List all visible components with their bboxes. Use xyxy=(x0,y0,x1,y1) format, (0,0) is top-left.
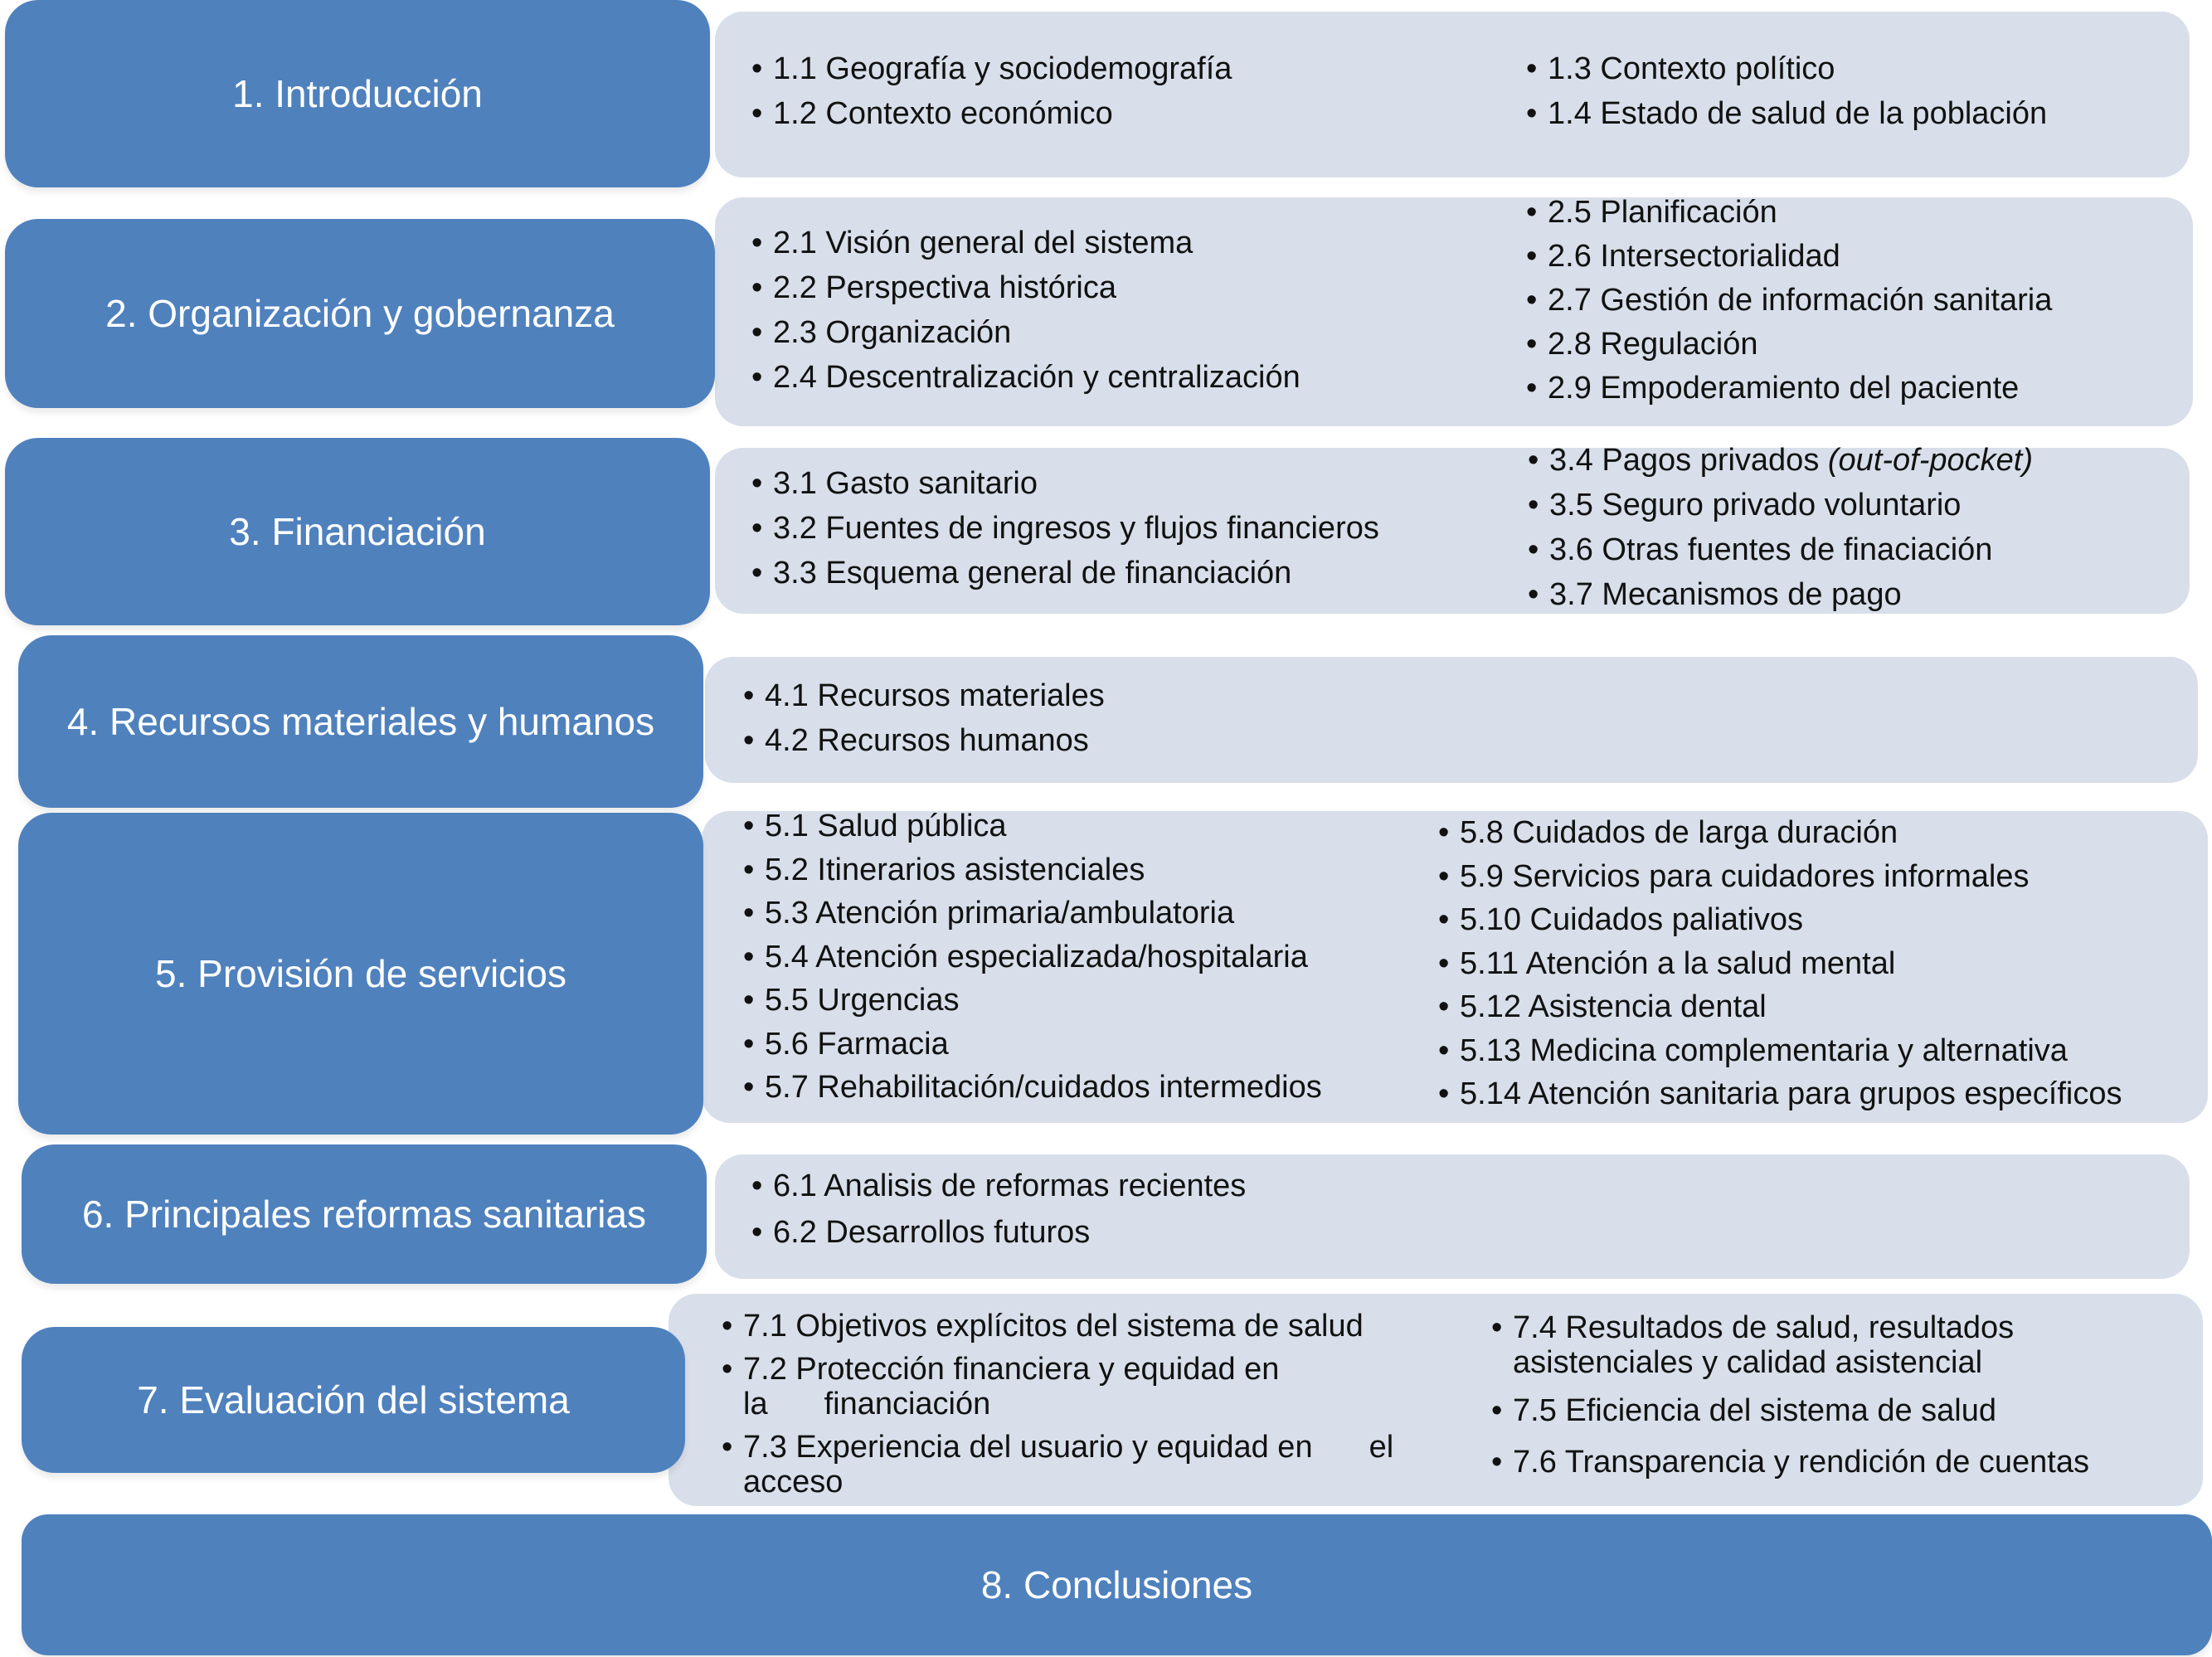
list-item: • 7.5 Eficiencia del sistema de salud xyxy=(1491,1393,2188,1428)
section-5-left-list xyxy=(743,804,1322,1110)
section-7-title: 7. Evaluación del sistema xyxy=(137,1378,570,1421)
list-item: • 5.10 Cuidados paliativos xyxy=(1438,898,2122,942)
section-4-left-list xyxy=(743,673,1105,763)
section-4-box xyxy=(18,635,703,808)
list-item: • 6.1 Analisis de reformas recientes xyxy=(751,1163,1246,1209)
list-item: • 7.6 Transparencia y rendición de cuentas xyxy=(1491,1445,2188,1480)
list-item: • 1.3 Contexto político xyxy=(1526,46,2047,91)
list-item: • 7.4 Resultados de salud, resultados asistenciales y calidad asistencial xyxy=(1491,1310,2188,1380)
list-item: • 2.4 Descentralización y centralización xyxy=(751,355,1300,400)
list-item: • 5.1 Salud pública xyxy=(743,804,1322,848)
section-7-right-list xyxy=(1491,1310,2188,1480)
list-item: • 5.14 Atención sanitaria para grupos específicos xyxy=(1438,1072,2122,1116)
list-item: • 5.3 Atención primaria/ambulatoria xyxy=(743,892,1322,935)
list-item: • 5.4 Atención especializada/hospitalaria xyxy=(743,935,1322,979)
list-item: • 7.1 Objetivos explícitos del sistema de salud xyxy=(722,1309,1435,1344)
list-item: • 5.9 Servicios para cuidadores informales xyxy=(1438,855,2122,899)
section-1-title: 1. Introducción xyxy=(232,72,483,115)
list-item: • 2.9 Empoderamiento del paciente xyxy=(1526,367,2052,411)
list-item: • 5.11 Atención a la salud mental xyxy=(1438,942,2122,986)
list-item: • 2.3 Organización xyxy=(751,310,1300,355)
list-item: • 3.3 Esquema general de financiación xyxy=(751,551,1379,595)
section-2-box xyxy=(5,219,715,408)
section-3-title: 3. Financiación xyxy=(229,510,486,553)
section-2-left-list xyxy=(751,221,1300,400)
section-5-title: 5. Provisión de servicios xyxy=(155,952,566,995)
list-item: • 2.1 Visión general del sistema xyxy=(751,221,1300,265)
list-item: • 5.2 Itinerarios asistenciales xyxy=(743,848,1322,892)
list-item: • 3.4 Pagos privados (out-of-pocket) xyxy=(1528,438,2033,483)
list-item: • 2.6 Intersectorialidad xyxy=(1526,235,2052,279)
list-item: • 5.6 Farmacia xyxy=(743,1023,1322,1067)
section-4-title: 4. Recursos materiales y humanos xyxy=(66,700,655,743)
section-5-box xyxy=(18,813,703,1135)
list-item: • 3.5 Seguro privado voluntario xyxy=(1528,483,2033,527)
section-2-right-list xyxy=(1526,191,2052,411)
list-item: • 4.2 Recursos humanos xyxy=(743,718,1105,763)
section-1-left-list xyxy=(751,46,1232,136)
list-item: • 3.6 Otras fuentes de finaciación xyxy=(1528,527,2033,572)
list-item: • 1.2 Contexto económico xyxy=(751,91,1232,136)
section-3-left-list xyxy=(751,461,1379,595)
list-item: • 2.7 Gestión de información sanitaria xyxy=(1526,279,2052,323)
section-6-box xyxy=(22,1144,707,1284)
list-item: • 2.5 Planificación xyxy=(1526,191,2052,235)
section-8-title: 8. Conclusiones xyxy=(980,1563,1253,1606)
section-3-right-list xyxy=(1528,438,2033,617)
section-6-title: 6. Principales reformas sanitarias xyxy=(81,1193,647,1236)
list-item: • 1.4 Estado de salud de la población xyxy=(1526,91,2047,136)
list-item: • 4.1 Recursos materiales xyxy=(743,673,1105,718)
list-item: • 5.8 Cuidados de larga duración xyxy=(1438,811,2122,855)
list-item: • 5.12 Asistencia dental xyxy=(1438,985,2122,1029)
list-item: • 6.2 Desarrollos futuros xyxy=(751,1209,1246,1256)
section-1-box xyxy=(5,0,710,187)
list-item: • 3.1 Gasto sanitario xyxy=(751,461,1379,506)
section-8-box xyxy=(22,1514,2212,1655)
section-7-box xyxy=(22,1327,685,1473)
list-item: • 5.13 Medicina complementaria y alternativa xyxy=(1438,1029,2122,1073)
list-item: • 5.7 Rehabilitación/cuidados intermedios xyxy=(743,1066,1322,1110)
list-item: • 3.7 Mecanismos de pago xyxy=(1528,572,2033,617)
section-7-left-list xyxy=(722,1309,1435,1499)
list-item: • 2.8 Regulación xyxy=(1526,323,2052,367)
list-item: • 7.2 Protección financiera y equidad en la financiación xyxy=(722,1352,1435,1421)
list-item: • 1.1 Geografía y sociodemografía xyxy=(751,46,1232,91)
list-item: • 2.2 Perspectiva histórica xyxy=(751,265,1300,310)
section-3-box xyxy=(5,438,710,625)
list-item: • 3.2 Fuentes de ingresos y flujos financieros xyxy=(751,506,1379,551)
section-2-title: 2. Organización y gobernanza xyxy=(105,292,615,335)
section-6-left-list xyxy=(751,1163,1246,1256)
list-item: • 7.3 Experiencia del usuario y equidad en el acceso xyxy=(722,1430,1435,1499)
section-1-right-list xyxy=(1526,46,2047,136)
section-5-right-list xyxy=(1438,811,2122,1116)
list-item: • 5.5 Urgencias xyxy=(743,979,1322,1023)
